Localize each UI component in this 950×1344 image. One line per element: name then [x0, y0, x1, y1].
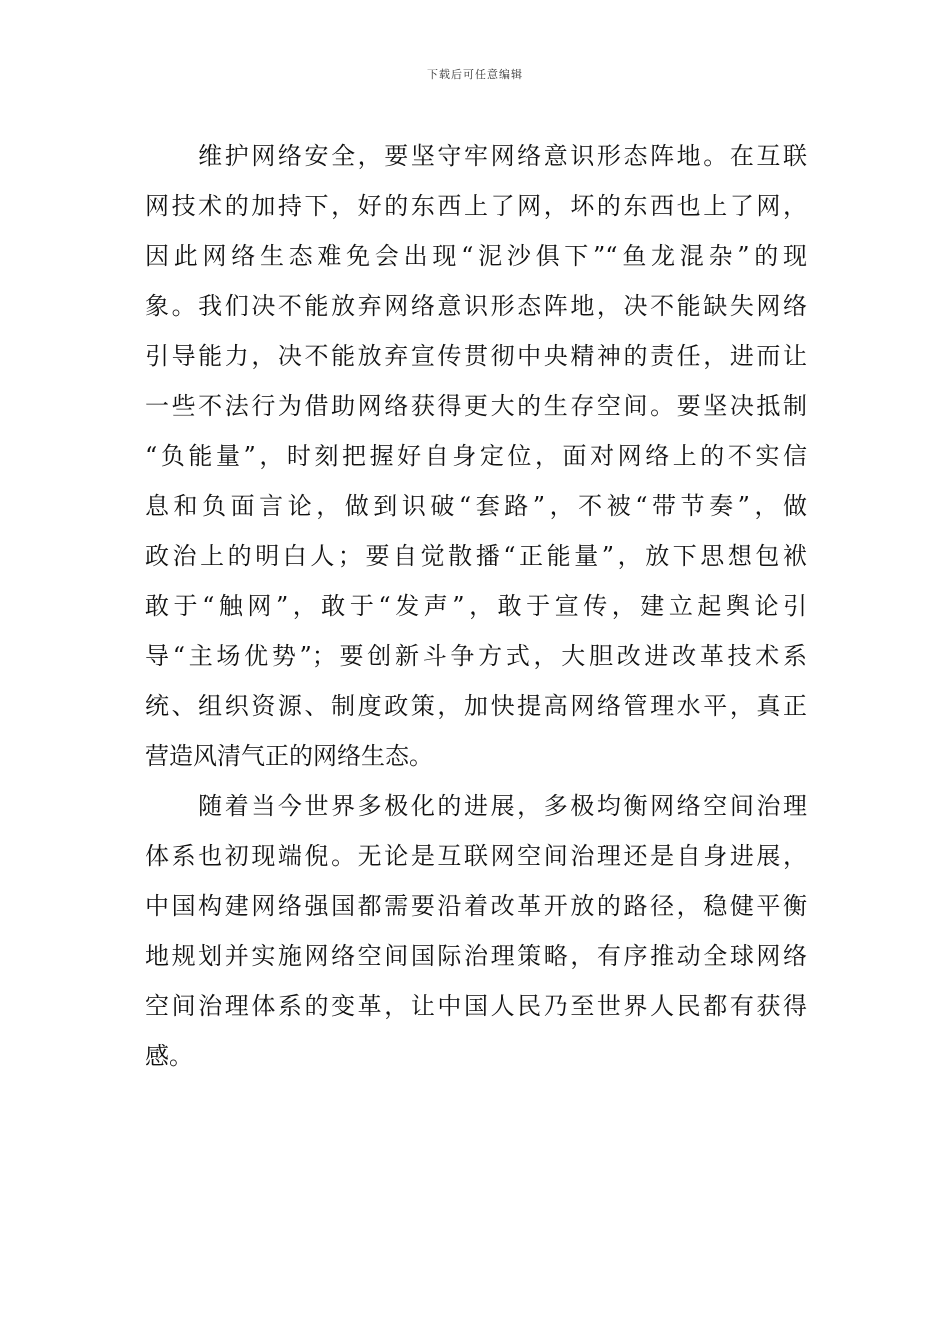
- text-line: 中国构建网络强国都需要沿着改革开放的路径，稳健平衡: [145, 892, 807, 920]
- paragraph-global-governance: [145, 781, 807, 1081]
- text-line: 体系也初现端倪。无论是互联网空间治理还是自身进展，: [145, 842, 807, 870]
- text-line: 维护网络安全，要坚守牢网络意识形态阵地。在互联: [145, 142, 807, 170]
- text-line: 敢于“触网”，敢于“发声”，敢于宣传，建立起舆论引: [145, 592, 807, 620]
- text-line: 因此网络生态难免会出现“泥沙俱下”“鱼龙混杂”的现: [145, 242, 807, 270]
- text-line: 空间治理体系的变革，让中国人民乃至世界人民都有获得: [145, 992, 807, 1020]
- text-line: 随着当今世界多极化的进展，多极均衡网络空间治理: [145, 792, 807, 820]
- text-line: 导“主场优势”；要创新斗争方式，大胆改进改革技术系: [145, 642, 807, 670]
- text-line: 息和负面言论，做到识破“套路”，不被“带节奏”，做: [145, 492, 807, 520]
- text-line: 一些不法行为借助网络获得更大的生存空间。要坚决抵制: [145, 392, 807, 420]
- text-line: 地规划并实施网络空间国际治理策略，有序推动全球网络: [145, 942, 807, 970]
- text-line: 政治上的明白人；要自觉散播“正能量”，放下思想包袱: [145, 542, 807, 570]
- paragraph-network-security: [145, 131, 807, 781]
- text-line: 引导能力，决不能放弃宣传贯彻中央精神的责任，进而让: [145, 342, 807, 370]
- text-line: 营造风清气正的网络生态。: [145, 742, 433, 770]
- text-line: 象。我们决不能放弃网络意识形态阵地，决不能缺失网络: [145, 292, 807, 320]
- text-line: “负能量”，时刻把握好自身定位，面对网络上的不实信: [145, 442, 807, 470]
- document-body: [145, 131, 807, 1081]
- text-line: 感。: [145, 1042, 193, 1070]
- header-note: 下载后可任意编辑: [427, 68, 523, 81]
- text-line: 网技术的加持下，好的东西上了网，坏的东西也上了网，: [145, 192, 807, 220]
- text-line: 统、组织资源、制度政策，加快提高网络管理水平，真正: [145, 692, 807, 720]
